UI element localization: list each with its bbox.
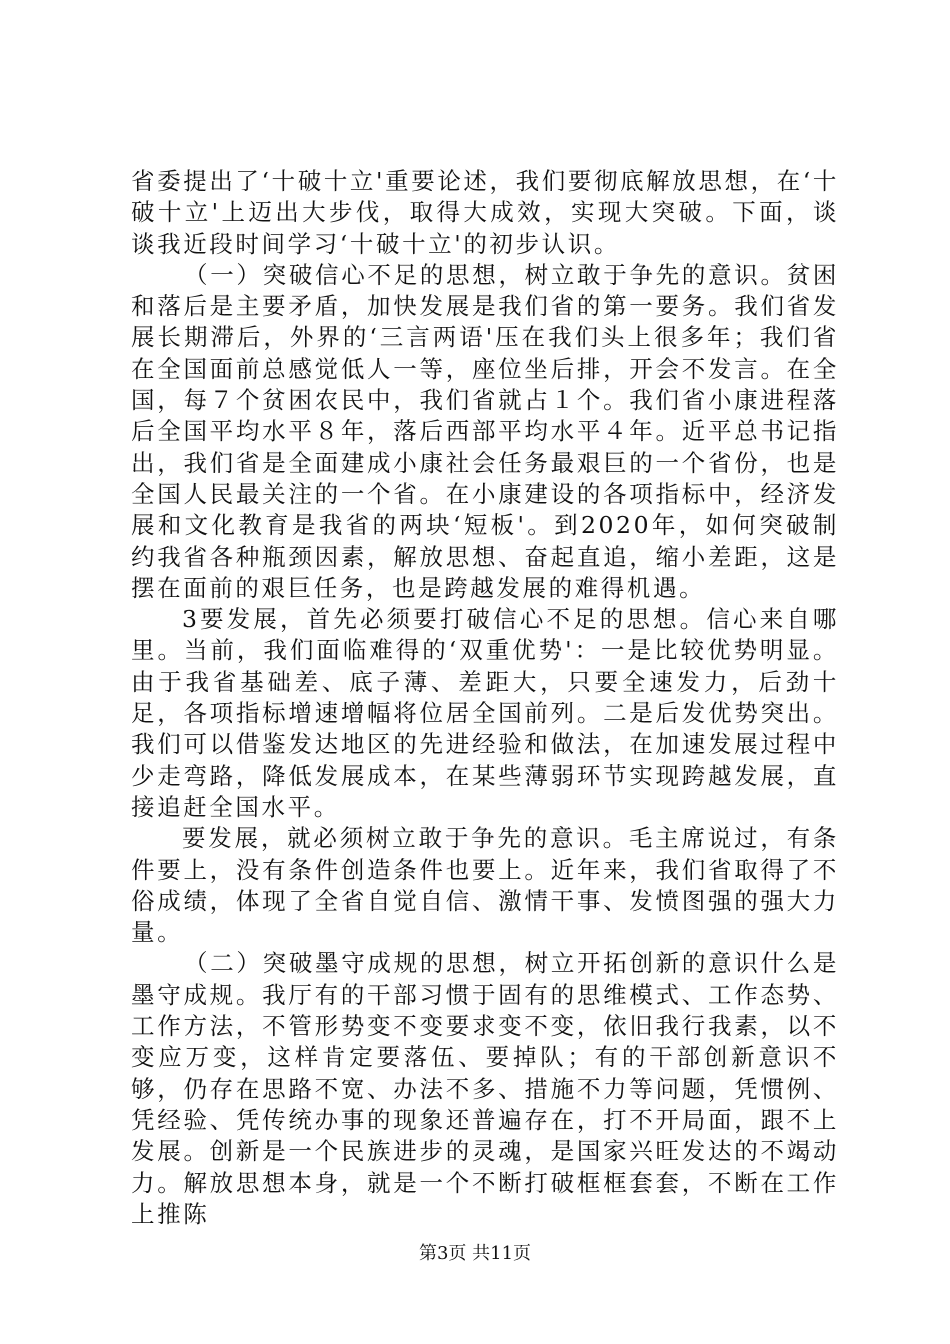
document-body [131,166,839,1230]
paragraph-section-one: （一）突破信心不足的思想，树立敢于争先的意识。贫困和落后是主要矛盾，加快发展是我们省的第一要务。我们省发展长期滞后，外界的‘三言两语'压在我们头上很多年；我们省在全国面前总感觉低人一等，座位坐后排，开会不发言。在全国，每７个贫困农民中，我们省就占１个。我们省小康进程落后全国平均水平８年，落后西部平均水平４年。近平总书记指出，我们省是全面建成小康社会任务最艰巨的一个省份，也是全国人民最关注的一个省。在小康建设的各项指标中，经济发展和文化教育是我省的两块‘短板'。到2020年，如何突破制约我省各种瓶颈因素，解放思想、奋起直追，缩小差距，这是摆在面前的艰巨任务，也是跨越发展的难得机遇。 [131,260,839,602]
paragraph-strive-first: 要发展，就必须树立敢于争先的意识。毛主席说过，有条件要上，没有条件创造条件也要上。近年来，我们省取得了不俗成绩，体现了全省自觉自信、激情干事、发愤图强的强大力量。 [131,824,839,947]
page-footer: 第3页 共11页 [418,1243,532,1264]
paragraph-section-two: （二）突破墨守成规的思想，树立开拓创新的意识什么是墨守成规。我厅有的干部习惯于固有的思维模式、工作态势、工作方法，不管形势变不变要求变不变，依旧我行我素，以不变应万变，这样肯定要落伍、要掉队；有的干部创新意识不够，仍存在思路不宽、办法不多、措施不力等问题，凭惯例、凭经验、凭传统办事的现象还普遍存在，打不开局面，跟不上发展。创新是一个民族进步的灵魂，是国家兴旺发达的不竭动力。解放思想本身，就是一个不断打破框框套套，不断在工作上推陈 [131,949,839,1228]
paragraph-confidence: 3要发展，首先必须要打破信心不足的思想。信心来自哪里。当前，我们面临难得的‘双重优势'：一是比较优势明显。由于我省基础差、底子薄、差距大，只要全速发力，后劲十足，各项指标增速增幅将位居全国前列。二是后发优势突出。我们可以借鉴发达地区的先进经验和做法，在加速发展过程中少走弯路，降低发展成本，在某些薄弱环节实现跨越发展，直接追赶全国水平。 [131,605,839,821]
paragraph-intro: 省委提出了‘十破十立'重要论述，我们要彻底解放思想，在‘十破十立'上迈出大步伐，取得大成效，实现大突破。下面，谈谈我近段时间学习‘十破十立'的初步认识。 [131,167,839,258]
